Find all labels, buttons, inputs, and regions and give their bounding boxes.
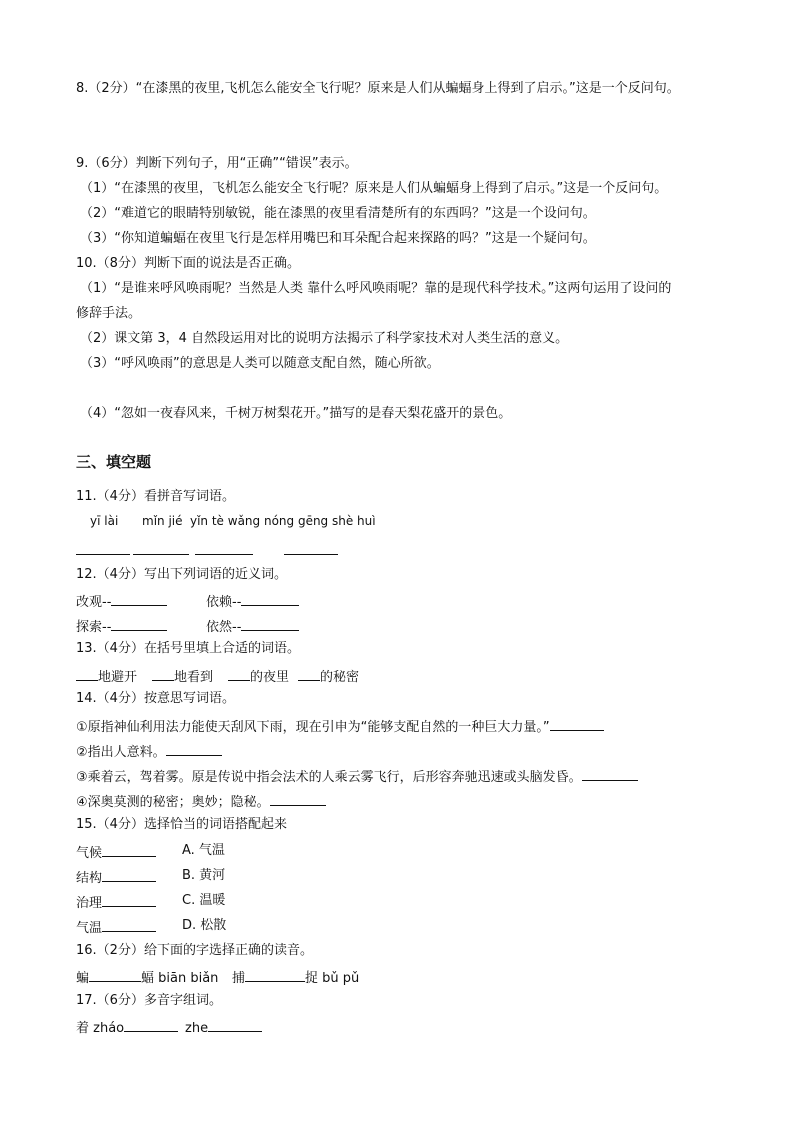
answer-blank[interactable] [111,591,167,606]
meaning-item-2 [76,741,222,762]
answer-blank[interactable] [241,591,299,606]
fill-item [298,666,359,687]
answer-blank[interactable] [284,554,338,555]
pinyin-2: mǐn jié [142,514,183,528]
answer-blank[interactable] [152,666,174,681]
answer-blank[interactable] [298,666,320,681]
meaning-text: ④深奥莫测的秘密；奥妙；隐秘。 [76,795,270,810]
match-word: 治理 [76,896,103,911]
char-options: 捉 bǔ pǔ [305,971,360,986]
fill-item [76,666,137,687]
meaning-item-1 [76,716,604,737]
answer-blank[interactable] [241,616,299,631]
meaning-text: ③乘着云，驾着雾。原是传说中指会法术的人乘云雾飞行，后形容奔驰迅速或头脑发昏。 [76,770,582,785]
meaning-item-3 [76,766,638,787]
meaning-item-4 [76,791,326,812]
meaning-text: ①原指神仙利用法力能使天刮风下雨，现在引申为“能够支配自然的一种巨大力量。” [76,720,550,735]
char: 蝙 [76,971,90,986]
pronunciation-item [232,967,359,988]
match-option: B. 黄河 [182,868,226,883]
answer-blank[interactable] [245,967,305,982]
match-option: A. 气温 [182,843,225,858]
match-option: D. 松散 [182,918,227,933]
question-16-head: 16.（2分）给下面的字选择正确的读音。 [76,943,313,958]
match-option: C. 温暖 [182,893,226,908]
fill-suffix: 地看到 [174,670,214,685]
answer-blank[interactable] [195,554,253,555]
polyphone-reading: 着 zháo [76,1021,125,1036]
answer-blank[interactable] [76,666,98,681]
polyphone-item [76,1017,178,1038]
match-left [76,917,156,938]
fill-item [228,666,289,687]
synonym-prompt: 依赖-- [206,595,242,610]
question-10-head: 10.（8分）判断下面的说法是否正确。 [76,256,300,271]
question-10-item-4: （4）“忽如一夜春风来，千树万树梨花开。”描写的是春天梨花盛开的景色。 [80,406,512,421]
answer-blank[interactable] [102,917,156,932]
match-left [76,842,156,863]
synonym-row-1b [206,591,299,612]
meaning-text: ②指出人意料。 [76,745,166,760]
answer-blank[interactable] [228,666,250,681]
question-9-item-3: （3）“你知道蝙蝠在夜里飞行是怎样用嘴巴和耳朵配合起来探路的吗？”这是一个疑问句。 [80,231,596,246]
answer-blank[interactable] [582,766,638,781]
synonym-row-2 [76,616,167,637]
fill-suffix: 的秘密 [320,670,360,685]
synonym-prompt: 改观-- [76,595,112,610]
answer-blank[interactable] [89,967,141,982]
question-12-head: 12.（4分）写出下列词语的近义词。 [76,567,287,582]
synonym-prompt: 依然-- [206,620,242,635]
match-word: 结构 [76,871,103,886]
question-9-item-2: （2）“难道它的眼睛特别敏锐，能在漆黑的夜里看清楚所有的东西吗？”这是一个设问句。 [80,206,596,221]
answer-blank[interactable] [166,741,222,756]
char: 捕 [232,971,246,986]
fill-suffix: 的夜里 [250,670,290,685]
question-13-head: 13.（4分）在括号里填上合适的词语。 [76,641,300,656]
answer-blank[interactable] [102,892,156,907]
match-left [76,867,156,888]
synonym-row-1 [76,591,167,612]
fill-suffix: 地避开 [98,670,138,685]
polyphone-reading: zhe [185,1021,209,1036]
synonym-row-2b [206,616,299,637]
polyphone-item [185,1017,262,1038]
match-word: 气温 [76,921,103,936]
answer-blank[interactable] [270,791,326,806]
fill-item [152,666,213,687]
section-heading: 三、填空题 [76,453,152,471]
answer-blank[interactable] [550,716,604,731]
question-10-item-1: （1）“是谁来呼风唤雨呢？当然是人类 靠什么呼风唤雨呢？靠的是现代科学技术。”这两句运用了设问的 [80,281,672,296]
answer-blank[interactable] [124,1017,178,1032]
question-14-head: 14.（4分）按意思写词语。 [76,691,235,706]
question-11-head: 11.（4分）看拼音写词语。 [76,489,235,504]
synonym-prompt: 探索-- [76,620,112,635]
answer-blank[interactable] [111,616,167,631]
answer-blank[interactable] [102,867,156,882]
question-10-item-3: （3）“呼风唤雨”的意思是人类可以随意支配自然，随心所欲。 [80,356,440,371]
pinyin-3: yǐn tè wǎng nóng gēng shè huì [190,514,376,528]
match-word: 气候 [76,846,103,861]
pinyin-1: yī lài [90,514,119,528]
question-15-head: 15.（4分）选择恰当的词语搭配起来 [76,817,287,832]
question-8: 8.（2分）“在漆黑的夜里,飞机怎么能安全飞行呢？原来是人们从蝙蝠身上得到了启示。”这是一个反问句。 [76,81,680,96]
question-9-head: 9.（6分）判断下列句子，用“正确”“错误”表示。 [76,156,358,171]
answer-blank[interactable] [133,554,189,555]
answer-blank[interactable] [208,1017,262,1032]
question-17-head: 17.（6分）多音字组词。 [76,993,222,1008]
char-options: 蝠 biān biǎn [141,971,219,986]
pronunciation-item [76,967,218,988]
answer-blank[interactable] [102,842,156,857]
question-10-item-2: （2）课文第 3，4 自然段运用对比的说明方法揭示了科学家技术对人类生活的意义。 [80,331,569,346]
question-10-item-1-cont: 修辞手法。 [76,306,142,321]
answer-blank[interactable] [76,554,130,555]
match-left [76,892,156,913]
question-9-item-1: （1）“在漆黑的夜里，飞机怎么能安全飞行呢？原来是人们从蝙蝠身上得到了启示。”这是一个反问句。 [80,181,668,196]
